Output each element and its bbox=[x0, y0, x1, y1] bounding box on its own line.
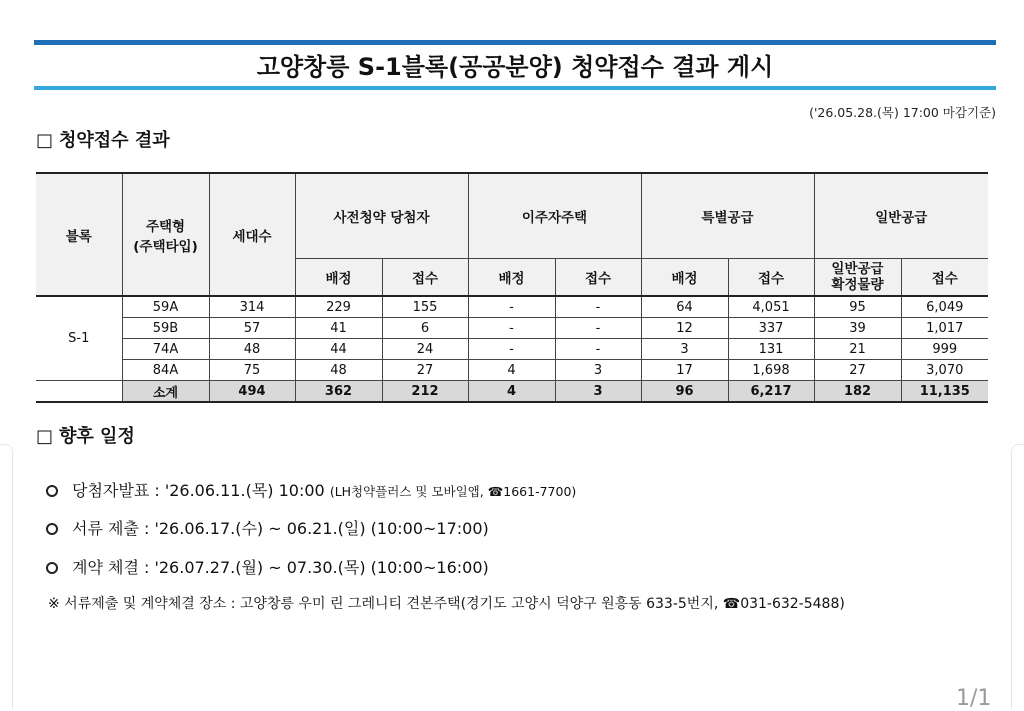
cell-pre-receive: 24 bbox=[382, 339, 468, 360]
circle-bullet-icon bbox=[46, 562, 58, 574]
header-housing-type-line2: (주택타입) bbox=[133, 238, 198, 255]
cell-pre-assign: 229 bbox=[295, 296, 382, 318]
deadline-note: ('26.05.28.(목) 17:00 마감기준) bbox=[809, 105, 996, 120]
cell-households: 75 bbox=[209, 360, 295, 381]
circle-bullet-icon bbox=[46, 523, 58, 535]
location-note: ※ 서류제출 및 계약체결 장소 : 고양창릉 우미 린 그레니티 견본주택(경기도 고양시 덕양구 원흥동 633-5번지, ☎031-632-5488) bbox=[48, 596, 845, 612]
cell-sp-receive: 337 bbox=[728, 318, 814, 339]
table-row bbox=[36, 339, 988, 360]
cell-sp-assign: 64 bbox=[641, 296, 728, 318]
cell-sp-receive: 131 bbox=[728, 339, 814, 360]
header-block: 블록 bbox=[36, 173, 122, 296]
cell-rel-receive: - bbox=[555, 339, 641, 360]
header-sp-assign: 배정 bbox=[641, 259, 728, 297]
page-number: 1/1 bbox=[956, 686, 992, 711]
header-relocation-housing: 이주자주택 bbox=[468, 173, 641, 259]
cell-sp-receive: 4,051 bbox=[728, 296, 814, 318]
cell-rel-assign: - bbox=[468, 318, 555, 339]
viewer-left-edge bbox=[0, 444, 13, 709]
schedule-item-announcement bbox=[46, 478, 576, 501]
cell-gen-receive: 999 bbox=[901, 339, 988, 360]
header-housing-type-line1: 주택형 bbox=[145, 218, 186, 235]
cell-households: 314 bbox=[209, 296, 295, 318]
cell-gen-confirm: 21 bbox=[814, 339, 901, 360]
header-gen-receive: 접수 bbox=[901, 259, 988, 297]
cell-households: 48 bbox=[209, 339, 295, 360]
cell-rel-assign: 4 bbox=[468, 360, 555, 381]
header-rel-assign: 배정 bbox=[468, 259, 555, 297]
cell-households: 494 bbox=[209, 381, 295, 403]
cell-sp-assign: 3 bbox=[641, 339, 728, 360]
cell-rel-receive: 3 bbox=[555, 381, 641, 403]
header-general-supply: 일반공급 bbox=[814, 173, 988, 259]
header-housing-type bbox=[122, 173, 209, 296]
cell-gen-receive: 1,017 bbox=[901, 318, 988, 339]
header-households: 세대수 bbox=[209, 173, 295, 296]
section-heading-results bbox=[36, 126, 170, 152]
cell-pre-assign: 44 bbox=[295, 339, 382, 360]
table-row bbox=[36, 318, 988, 339]
results-table bbox=[36, 172, 988, 403]
cell-rel-receive: - bbox=[555, 318, 641, 339]
cell-gen-confirm: 182 bbox=[814, 381, 901, 403]
cell-type: 59A bbox=[122, 296, 209, 318]
header-pre-receive: 접수 bbox=[382, 259, 468, 297]
cell-rel-receive: 3 bbox=[555, 360, 641, 381]
title-bottom-bar bbox=[34, 86, 996, 90]
header-sp-receive: 접수 bbox=[728, 259, 814, 297]
cell-pre-receive: 6 bbox=[382, 318, 468, 339]
cell-gen-confirm: 27 bbox=[814, 360, 901, 381]
cell-households: 57 bbox=[209, 318, 295, 339]
header-special-supply: 특별공급 bbox=[641, 173, 814, 259]
table-row bbox=[36, 360, 988, 381]
cell-subtotal-label: 소계 bbox=[122, 381, 209, 403]
viewer-right-edge bbox=[1011, 444, 1024, 709]
cell-gen-receive: 11,135 bbox=[901, 381, 988, 403]
section-heading-label: 청약접수 결과 bbox=[59, 130, 170, 151]
cell-sp-assign: 96 bbox=[641, 381, 728, 403]
cell-gen-confirm: 95 bbox=[814, 296, 901, 318]
subtotal-row bbox=[36, 381, 988, 403]
circle-bullet-icon bbox=[46, 485, 58, 497]
cell-sp-receive: 6,217 bbox=[728, 381, 814, 403]
cell-pre-receive: 27 bbox=[382, 360, 468, 381]
block-cell: S-1 bbox=[36, 296, 122, 381]
subtotal-block-empty bbox=[36, 381, 122, 403]
header-gen-confirmed-line1: 일반공급 bbox=[831, 261, 884, 277]
schedule-announcement-note: (LH청약플러스 및 모바일앱, ☎1661-7700) bbox=[329, 484, 577, 499]
cell-type: 74A bbox=[122, 339, 209, 360]
cell-pre-receive: 212 bbox=[382, 381, 468, 403]
cell-pre-assign: 362 bbox=[295, 381, 382, 403]
table-row bbox=[36, 296, 988, 318]
cell-pre-assign: 41 bbox=[295, 318, 382, 339]
cell-pre-receive: 155 bbox=[382, 296, 468, 318]
cell-sp-assign: 17 bbox=[641, 360, 728, 381]
header-gen-confirmed-line2: 확정물량 bbox=[831, 277, 884, 293]
cell-gen-receive: 6,049 bbox=[901, 296, 988, 318]
cell-gen-confirm: 39 bbox=[814, 318, 901, 339]
cell-rel-assign: - bbox=[468, 339, 555, 360]
section-heading-schedule bbox=[36, 422, 135, 448]
page-title: 고양창릉 S-1블록(공공분양) 청약접수 결과 게시 bbox=[256, 53, 774, 81]
schedule-documents-text: 서류 제출 : '26.06.17.(수) ~ 06.21.(일) (10:00~17:00) bbox=[72, 519, 489, 538]
header-pre-assign: 배정 bbox=[295, 259, 382, 297]
header-gen-confirmed bbox=[814, 259, 901, 297]
cell-rel-assign: 4 bbox=[468, 381, 555, 403]
cell-rel-receive: - bbox=[555, 296, 641, 318]
schedule-item-contract bbox=[46, 555, 489, 578]
title-top-bar bbox=[34, 40, 996, 45]
cell-pre-assign: 48 bbox=[295, 360, 382, 381]
cell-rel-assign: - bbox=[468, 296, 555, 318]
cell-type: 84A bbox=[122, 360, 209, 381]
checkbox-square-icon: □ bbox=[36, 426, 54, 447]
section-heading-label: 향후 일정 bbox=[59, 426, 135, 447]
schedule-item-documents bbox=[46, 516, 489, 539]
header-pre-subscription: 사전청약 당첨자 bbox=[295, 173, 468, 259]
schedule-announcement-text: 당첨자발표 : '26.06.11.(목) 10:00 bbox=[72, 481, 325, 500]
cell-sp-assign: 12 bbox=[641, 318, 728, 339]
schedule-contract-text: 계약 체결 : '26.07.27.(월) ~ 07.30.(목) (10:00~16:00) bbox=[72, 558, 489, 577]
header-rel-receive: 접수 bbox=[555, 259, 641, 297]
cell-gen-receive: 3,070 bbox=[901, 360, 988, 381]
cell-type: 59B bbox=[122, 318, 209, 339]
checkbox-square-icon: □ bbox=[36, 130, 54, 151]
cell-sp-receive: 1,698 bbox=[728, 360, 814, 381]
